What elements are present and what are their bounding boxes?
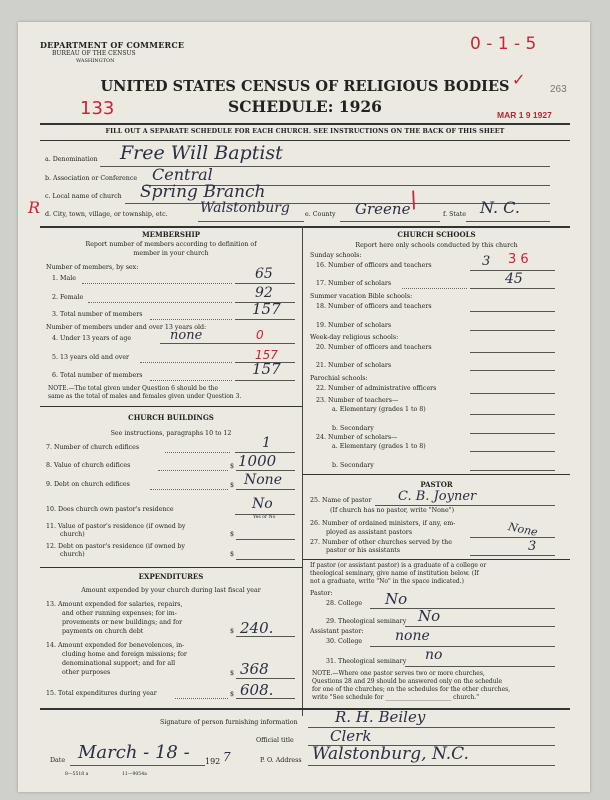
code-annotation: 0 - 1 - 5 xyxy=(470,34,537,54)
q4-line xyxy=(160,343,295,344)
q30-value: none xyxy=(395,628,430,644)
q5-label: 5. 13 years old and over xyxy=(52,354,130,361)
expenditures-intro: Amount expended by your church during last fiscal year xyxy=(81,587,261,594)
q1-leader xyxy=(82,283,232,284)
q3-line xyxy=(235,319,295,320)
q2-leader xyxy=(88,302,232,303)
q14-line xyxy=(236,678,295,679)
q9-value: None xyxy=(244,472,282,488)
q10-label: 10. Does church own pastor's residence xyxy=(46,506,174,513)
q6-label: 6. Total number of members xyxy=(52,372,143,379)
q15-leader xyxy=(175,698,228,699)
q24b-line xyxy=(470,470,555,471)
form-number: 8—5518 a xyxy=(65,772,89,777)
q9-line xyxy=(236,489,295,490)
q9-dollar: $ xyxy=(230,482,235,489)
print-number: 11—9054a xyxy=(122,772,147,777)
instruction-divider xyxy=(40,140,570,141)
q7-label: 7. Number of church edifices xyxy=(46,444,140,451)
q31-line xyxy=(405,666,555,667)
church-name-label: c. Local name of church xyxy=(45,193,122,200)
pastor-note-1: NOTE.—Where one pastor serves two or more churches, xyxy=(312,670,485,677)
q29-value: No xyxy=(418,607,441,625)
official-title-value: Clerk xyxy=(330,727,372,745)
q23b-line xyxy=(470,433,555,434)
q26-value: None xyxy=(506,520,539,539)
file-number: 263 xyxy=(550,84,567,95)
census-schedule-paper xyxy=(18,22,590,792)
pastor-heading: PASTOR xyxy=(420,480,453,489)
q12-line xyxy=(236,559,295,560)
buildings-divider xyxy=(40,567,302,568)
address-value: Walstonburg, N.C. xyxy=(312,744,469,764)
address-label: P. O. Address xyxy=(260,757,302,764)
buildings-intro: See instructions, paragraphs 10 to 12 xyxy=(110,430,232,437)
header-divider xyxy=(40,123,570,125)
signature-divider xyxy=(40,708,570,710)
received-date-stamp: MAR 1 9 1927 xyxy=(497,110,552,120)
sunday-label: Sunday schools: xyxy=(310,252,362,259)
signature-value: R. H. Beiley xyxy=(335,708,426,726)
bureau-heading: BUREAU OF THE CENSUS xyxy=(52,50,136,57)
q11-line xyxy=(236,539,295,540)
q16-label: 16. Number of officers and teachers xyxy=(316,262,432,269)
q17-value: 45 xyxy=(505,271,523,287)
age-intro-label: Number of members under and over 13 years old: xyxy=(46,324,207,331)
check-mark-icon: ✓ xyxy=(512,70,526,89)
q4-red-annotation: 0 xyxy=(256,328,264,342)
date-value: March - 18 - xyxy=(78,742,190,763)
q8-leader xyxy=(158,470,228,471)
county-value: Greene xyxy=(355,200,411,218)
date-year-handwritten: 7 xyxy=(223,750,231,764)
q8-line xyxy=(236,470,295,471)
q23b-label: b. Secondary xyxy=(332,425,374,432)
q16-value: 3 xyxy=(482,254,491,269)
q14-label-2: cluding home and foreign missions; for xyxy=(62,651,187,658)
q27-line xyxy=(470,555,555,556)
q6-line xyxy=(235,380,295,381)
q2-label: 2. Female xyxy=(52,294,84,301)
parochial-label: Parochial schools: xyxy=(310,375,368,382)
q13-value: 240. xyxy=(240,619,274,637)
q15-dollar: $ xyxy=(230,691,235,698)
q10-value: No xyxy=(252,496,273,512)
schools-intro: Report here only schools conducted by this church xyxy=(355,242,518,249)
q19-label: 19. Number of scholars xyxy=(316,322,392,329)
weekday-label: Week-day religious schools: xyxy=(310,334,399,341)
q9-label: 9. Debt on church edifices xyxy=(46,481,130,488)
q13-label-4: payments on church debt xyxy=(62,628,144,635)
q30-label: 30. College xyxy=(326,638,363,645)
department-heading: DEPARTMENT OF COMMERCE xyxy=(40,40,185,50)
q26-label-1: 26. Number of ordained ministers, if any, em- xyxy=(310,520,456,527)
q18-label: 18. Number of officers and teachers xyxy=(316,303,432,310)
q12-label-2: church) xyxy=(60,551,85,558)
date-year: 192 xyxy=(205,757,221,766)
q24a-label: a. Elementary (grades 1 to 8) xyxy=(332,443,426,450)
church-name-value: Spring Branch xyxy=(140,182,266,202)
q14-label-1: 14. Amount expended for benevolences, in- xyxy=(46,642,185,649)
q7-value: 1 xyxy=(262,435,271,451)
denomination-value: Free Will Baptist xyxy=(120,142,283,164)
q26-line xyxy=(470,537,555,538)
q13-label-3: provements or new buildings; and for xyxy=(62,619,183,626)
r-mark: R xyxy=(28,198,41,217)
q16-red-annotation: 3 6 xyxy=(508,252,529,267)
date-line xyxy=(70,765,205,766)
city-heading: WASHINGTON xyxy=(76,58,115,64)
q24-label: 24. Number of scholars— xyxy=(316,434,398,441)
q27-label-1: 27. Number of other churches served by the xyxy=(310,539,452,546)
section-top-divider xyxy=(40,226,570,228)
city-label: d. City, town, village, or township, etc. xyxy=(45,211,168,218)
q25-hint: (If church has no pastor, write "None") xyxy=(330,507,455,514)
q25-label: 25. Name of pastor xyxy=(310,497,372,504)
membership-note-2: same as the total of males and females given under Question 3. xyxy=(48,393,242,400)
date-label: Date xyxy=(50,757,66,764)
q7-leader xyxy=(165,452,230,453)
q27-label-2: pastor or his assistants xyxy=(326,547,401,554)
city-value: Walstonburg xyxy=(200,200,290,216)
q15-label: 15. Total expenditures during year xyxy=(46,690,157,697)
q13-dollar: $ xyxy=(230,628,235,635)
q17-leader xyxy=(402,288,467,289)
fill-instruction: FILL OUT A SEPARATE SCHEDULE FOR EACH CHURCH. SEE INSTRUCTIONS ON THE BACK OF THIS SHEET xyxy=(105,128,505,135)
q3-label: 3. Total number of members xyxy=(52,311,143,318)
summer-label: Summer vacation Bible schools: xyxy=(310,293,413,300)
q4-value: none xyxy=(170,328,203,343)
membership-intro-1: Report number of members according to definition of xyxy=(85,241,257,248)
association-value: Central xyxy=(152,165,213,184)
q22-label: 22. Number of administrative officers xyxy=(316,385,437,392)
q22-line xyxy=(470,393,555,394)
official-title-label: Official title xyxy=(256,737,294,744)
denomination-label: a. Denomination xyxy=(45,156,98,163)
members-by-sex-label: Number of members, by sex: xyxy=(46,264,139,271)
q11-label-1: 11. Value of pastor's residence (if owned by xyxy=(46,523,186,530)
q25-line xyxy=(375,505,555,506)
schools-heading: CHURCH SCHOOLS xyxy=(397,230,476,239)
yes-no-hint: Yes or No xyxy=(253,515,276,520)
graduate-intro-1: If pastor (or assistant pastor) is a graduate of a college or xyxy=(310,562,487,569)
q8-dollar: $ xyxy=(230,463,235,470)
pastor-note-2: Questions 28 and 29 should be answered only on the schedule xyxy=(312,678,503,685)
q5-red-annotation: 157 xyxy=(255,348,278,362)
q31-label: 31. Theological seminary xyxy=(326,658,407,665)
q20-line xyxy=(470,352,555,353)
q27-value: 3 xyxy=(528,539,537,554)
q8-label: 8. Value of church edifices xyxy=(46,462,131,469)
expenditures-heading: EXPENDITURES xyxy=(138,572,204,581)
q30-line xyxy=(370,646,555,647)
address-line xyxy=(308,765,555,766)
q12-dollar: $ xyxy=(230,551,235,558)
q3-leader xyxy=(150,319,232,320)
association-label: b. Association or Conference xyxy=(45,175,138,182)
schedule-title: SCHEDULE: 1926 xyxy=(228,97,382,116)
q23-label: 23. Number of teachers— xyxy=(316,397,399,404)
state-label: f. State xyxy=(443,211,466,218)
pastor-divider xyxy=(303,559,570,560)
red-check-mark: / xyxy=(405,187,422,214)
q25-value: C. B. Joyner xyxy=(398,489,477,504)
q14-value: 368 xyxy=(240,660,269,678)
membership-intro-2: member in your church xyxy=(133,250,209,257)
q29-label: 29. Theological seminary xyxy=(326,618,407,625)
q6-leader xyxy=(150,380,232,381)
q28-line xyxy=(370,608,555,609)
county-label: e. County xyxy=(305,211,336,218)
q29-line xyxy=(405,626,555,627)
city-line xyxy=(198,221,304,222)
pastor-subheading: Pastor: xyxy=(310,590,333,597)
q28-label: 28. College xyxy=(326,600,363,607)
q14-dollar: $ xyxy=(230,670,235,677)
q17-line xyxy=(470,288,555,289)
state-value: N. C. xyxy=(480,198,520,217)
assistant-subheading: Assistant pastor: xyxy=(310,628,364,635)
q13-label-2: and other running expenses; for im- xyxy=(62,610,177,617)
q18-line xyxy=(470,311,555,312)
q3-value: 157 xyxy=(252,300,281,318)
page-title: UNITED STATES CENSUS OF RELIGIOUS BODIES xyxy=(100,78,510,95)
buildings-heading: CHURCH BUILDINGS xyxy=(128,413,214,422)
q1-line xyxy=(235,283,295,284)
q19-line xyxy=(470,330,555,331)
graduate-intro-3: not a graduate, write "No" in the space indicated.) xyxy=(310,578,464,585)
q8-value: 1000 xyxy=(238,452,277,470)
q12-label-1: 12. Debt on pastor's residence (if owned by xyxy=(46,543,185,550)
signature-label: Signature of person furnishing information xyxy=(160,719,298,726)
number-annotation: 133 xyxy=(80,98,115,119)
q14-label-3: denominational support; and for all xyxy=(62,660,176,667)
q15-value: 608. xyxy=(240,681,274,699)
q1-value: 65 xyxy=(255,266,273,282)
pastor-note-4: write "See schedule for ______________________ church." xyxy=(312,694,479,701)
membership-note-1: NOTE.—The total given under Question 6 should be the xyxy=(48,385,219,392)
q4-label: 4. Under 13 years of age xyxy=(52,335,132,342)
q21-label: 21. Number of scholars xyxy=(316,362,392,369)
pastor-note-3: for one of the churches; on the schedules for the other churches, xyxy=(312,686,511,693)
county-line xyxy=(340,221,440,222)
q5-leader xyxy=(140,362,232,363)
q20-label: 20. Number of officers and teachers xyxy=(316,344,432,351)
q14-label-4: other purposes xyxy=(62,669,111,676)
membership-divider xyxy=(40,406,302,407)
q24b-label: b. Secondary xyxy=(332,462,374,469)
schools-divider xyxy=(303,474,570,475)
q26-label-2: ployed as assistant pastors xyxy=(326,529,413,536)
q2-value: 92 xyxy=(255,285,273,301)
q11-dollar: $ xyxy=(230,531,235,538)
q11-label-2: church) xyxy=(60,531,85,538)
membership-heading: MEMBERSHIP xyxy=(141,230,201,239)
q6-value: 157 xyxy=(252,360,281,378)
q9-leader xyxy=(150,489,228,490)
q31-value: no xyxy=(425,647,443,663)
q23a-label: a. Elementary (grades 1 to 8) xyxy=(332,406,426,413)
state-line xyxy=(466,221,550,222)
graduate-intro-2: theological seminary, give name of institution below. (If xyxy=(310,570,479,577)
q1-label: 1. Male xyxy=(52,275,76,282)
q23a-line xyxy=(470,414,555,415)
q21-line xyxy=(470,370,555,371)
column-divider xyxy=(302,226,303,716)
q28-value: No xyxy=(385,590,408,608)
q17-label: 17. Number of scholars xyxy=(316,280,392,287)
q24a-line xyxy=(470,451,555,452)
q13-label-1: 13. Amount expended for salaries, repairs, xyxy=(46,601,183,608)
